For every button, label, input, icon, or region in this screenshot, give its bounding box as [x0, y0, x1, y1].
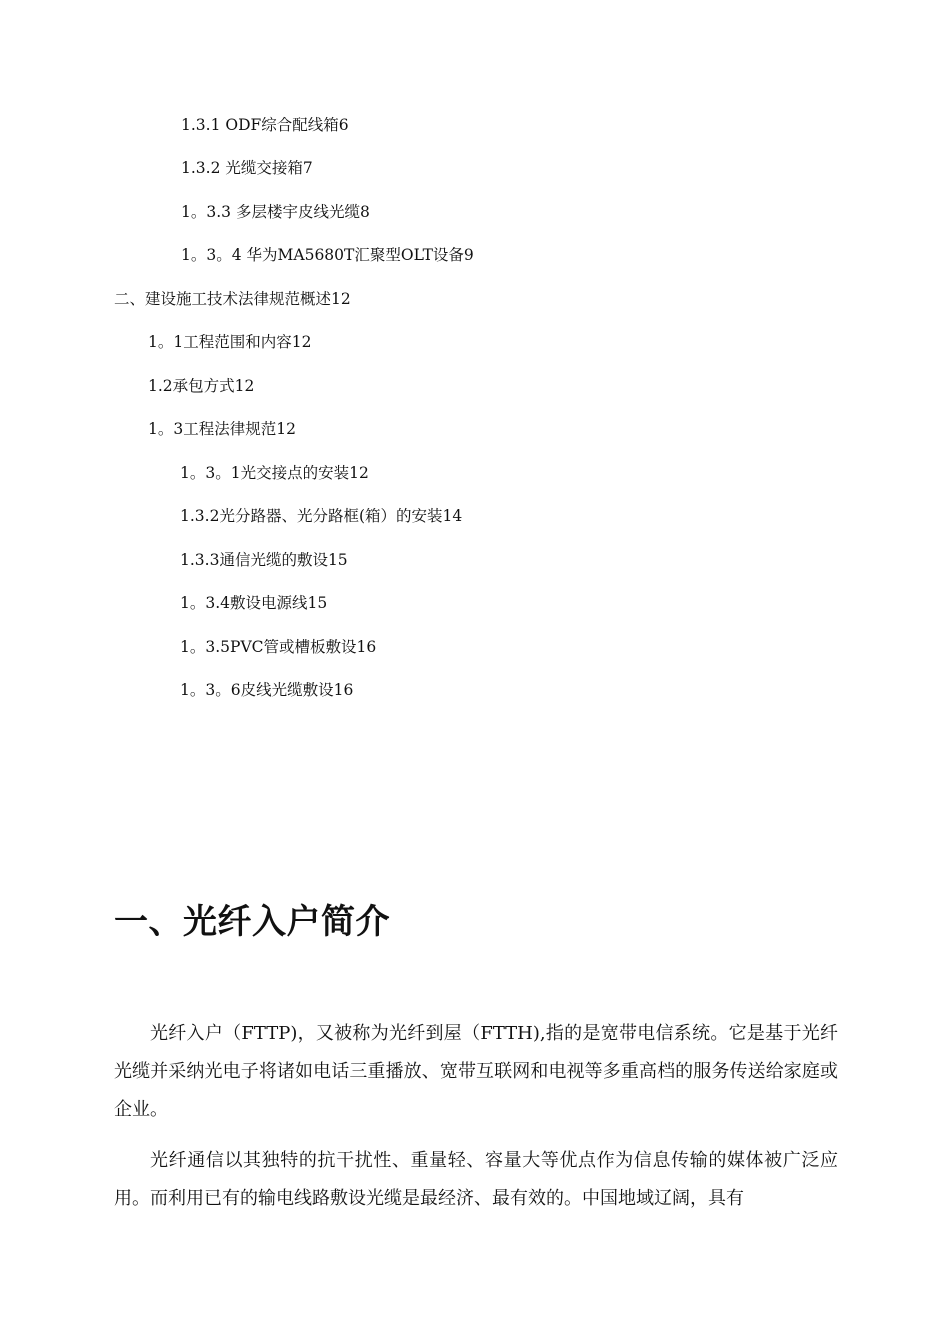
- body-paragraph: 光纤通信以其独特的抗干扰性、重量轻、容量大等优点作为信息传输的媒体被广泛应用。而利用已有的输电线路敷设光缆是最经济、最有效的。中国地域辽阔，具有: [114, 1150, 838, 1209]
- toc-entry: 1.3.2光分路器、光分路框(箱）的安装14: [180, 507, 463, 525]
- toc-entry: 1.3.2 光缆交接箱7: [181, 159, 313, 177]
- toc-entry: 1。3工程法律规范12: [148, 420, 296, 438]
- toc-entry: 1。1工程范围和内容12: [148, 333, 312, 351]
- toc-entry: 1.3.3通信光缆的敷设15: [180, 551, 348, 569]
- toc-entry: 1。3。1光交接点的安装12: [180, 464, 369, 482]
- toc-entry: 1.2承包方式12: [148, 377, 255, 395]
- body-paragraph: 光纤入户（FTTP)，又被称为光纤到屋（FTTH),指的是宽带电信系统。它是基于光纤光缆并采纳光电子将诸如电话三重播放、宽带互联网和电视等多重高档的服务传送给家庭或企业。: [114, 1023, 838, 1120]
- toc-entry: 1.3.1 ODF综合配线箱6: [181, 116, 349, 134]
- toc-entry: 1。3.4敷设电源线15: [180, 594, 328, 612]
- section-heading: 一、光纤入户简介: [114, 902, 390, 942]
- toc-entry: 1。3.5PVC管或槽板敷设16: [180, 638, 377, 656]
- toc-entry: 1。3。4 华为MA5680T汇聚型OLT设备9: [181, 246, 474, 264]
- toc-entry: 1。3。6皮线光缆敷设16: [180, 681, 354, 699]
- toc-entry: 1。3.3 多层楼宇皮线光缆8: [181, 203, 370, 221]
- toc-entry: 二、建设施工技术法律规范概述12: [114, 290, 351, 308]
